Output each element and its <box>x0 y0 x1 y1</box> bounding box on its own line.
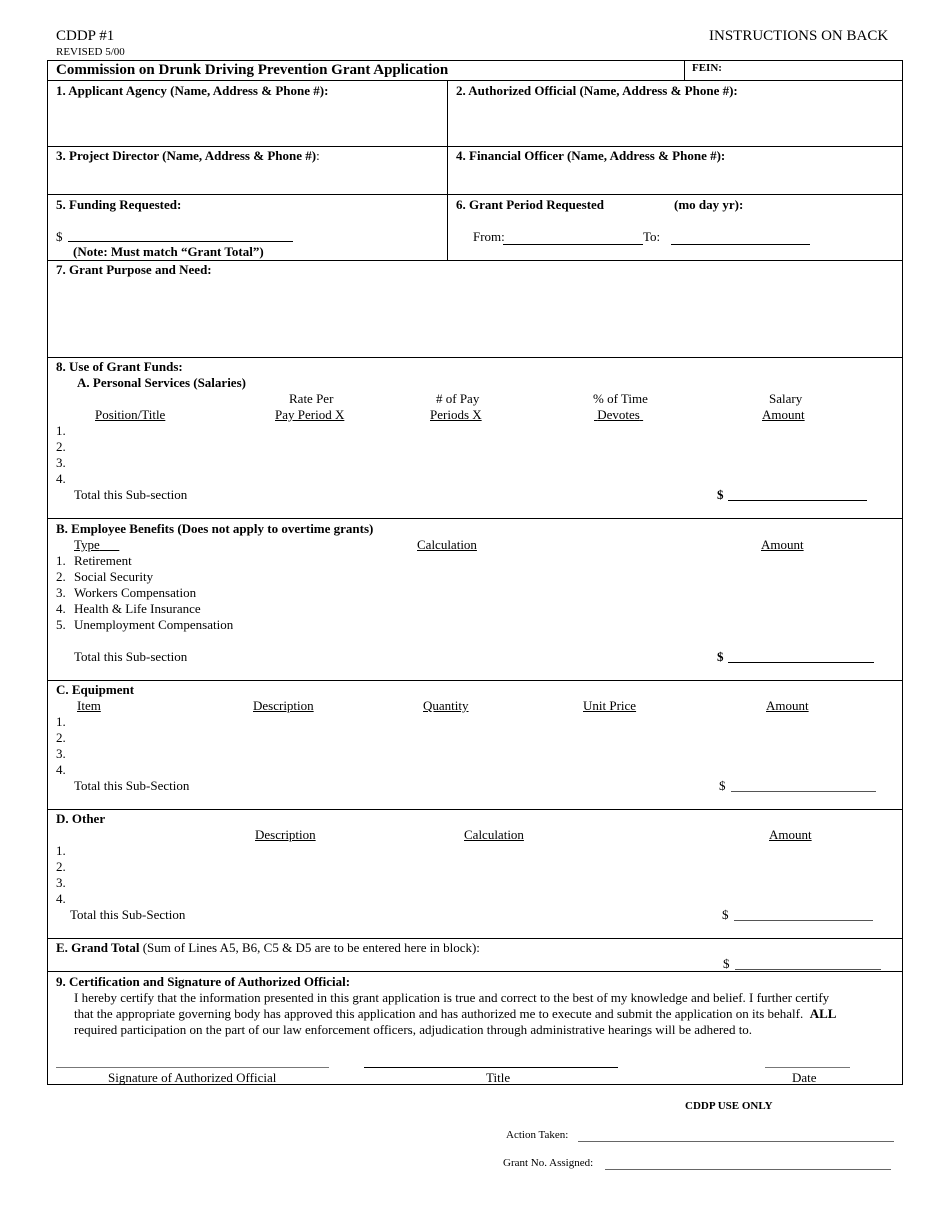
fein-label: FEIN: <box>692 62 722 74</box>
instructions-note: INSTRUCTIONS ON BACK <box>709 28 889 44</box>
applicant-agency-label: 1. Applicant Agency (Name, Address & Phone #): <box>56 83 329 98</box>
b-total-dollar: $ <box>717 649 724 664</box>
col-position-title: Position/Title <box>95 407 166 422</box>
col-description-c: Description <box>253 698 314 713</box>
funding-note: (Note: Must match “Grant Total”) <box>73 244 264 259</box>
d-row-1: 1. <box>56 843 66 858</box>
d-row-3: 3. <box>56 875 66 890</box>
funding-amount-field[interactable] <box>68 241 293 242</box>
date-label: Date <box>792 1070 817 1085</box>
action-taken-label: Action Taken: <box>506 1129 569 1141</box>
financial-officer-label: 4. Financial Officer (Name, Address & Phone #): <box>456 148 726 163</box>
other-label: D. Other <box>56 811 106 826</box>
b-total-field[interactable] <box>728 662 874 663</box>
c-total-dollar: $ <box>719 778 726 793</box>
benefit-item <box>56 569 154 585</box>
grand-total-label <box>56 940 480 956</box>
benefit-num: 3. <box>56 585 66 600</box>
col-unit-price: Unit Price <box>583 698 637 713</box>
project-director-label <box>56 148 320 164</box>
grant-period-label: 6. Grant Period Requested <box>456 197 605 212</box>
col-calculation: Calculation <box>417 537 477 552</box>
project-director-field[interactable] <box>50 165 444 191</box>
authorized-official-field[interactable] <box>450 100 900 144</box>
grant-purpose-label: 7. Grant Purpose and Need: <box>56 262 212 277</box>
title-label: Title <box>486 1070 511 1085</box>
to-date-field[interactable] <box>671 244 810 245</box>
benefit-num: 2. <box>56 569 66 584</box>
applicant-agency-field[interactable] <box>50 100 444 144</box>
b-total-label: Total this Sub-section <box>74 649 188 664</box>
a-row-2: 2. <box>56 439 66 454</box>
col-rate-line1: Rate Per <box>289 391 334 406</box>
certification-label: 9. Certification and Signature of Authorized Official: <box>56 974 351 989</box>
office-use-heading: CDDP USE ONLY <box>685 1100 773 1112</box>
c-total-label: Total this Sub-Section <box>74 778 190 793</box>
col-periods-line2: Periods X <box>430 407 482 422</box>
col-type-text: Type <box>74 537 100 552</box>
grand-total-field[interactable] <box>735 969 881 970</box>
form-border <box>47 60 903 1085</box>
col-item: Item <box>77 698 101 713</box>
col-salary-line1: Salary <box>769 391 803 406</box>
action-taken-field[interactable] <box>578 1141 894 1142</box>
equipment-label: C. Equipment <box>56 682 135 697</box>
from-label: From: <box>473 229 505 244</box>
funding-dollar-sign: $ <box>56 229 63 244</box>
certification-line-3: required participation on the part of our law enforcement officers, adjudication through administrative hearings will be adhered to. <box>74 1022 753 1037</box>
c-total-field[interactable] <box>731 791 876 792</box>
revised-date: REVISED 5/00 <box>56 46 125 58</box>
col-salary-line2: Amount <box>762 407 805 422</box>
grand-total-title: E. Grand Total <box>56 940 140 955</box>
a-total-dollar: $ <box>717 487 724 502</box>
c-row-1: 1. <box>56 714 66 729</box>
to-label: To: <box>643 229 661 244</box>
benefit-item <box>56 585 197 601</box>
col-periods-line1: # of Pay <box>436 391 480 406</box>
benefit-item <box>56 617 234 633</box>
benefit-item <box>56 601 201 617</box>
benefit-item <box>56 553 132 569</box>
col-rate-line2: Pay Period X <box>275 407 345 422</box>
col-time-text: Devotes <box>597 407 640 422</box>
benefit-text: Workers Compensation <box>74 585 197 600</box>
grant-no-field[interactable] <box>605 1169 891 1170</box>
col-amount-d: Amount <box>769 827 812 842</box>
d-row-4: 4. <box>56 891 66 906</box>
use-of-funds-label: 8. Use of Grant Funds: <box>56 359 183 374</box>
col-amount-c: Amount <box>766 698 809 713</box>
benefit-num: 4. <box>56 601 66 616</box>
date-field[interactable] <box>765 1067 850 1068</box>
benefit-num: 1. <box>56 553 66 568</box>
a-row-1: 1. <box>56 423 66 438</box>
certification-line-1: I hereby certify that the information presented in this grant application is true and correct to the best of my knowledge and belief. I further certify <box>74 990 830 1005</box>
col-amount-b: Amount <box>761 537 804 552</box>
benefit-text: Unemployment Compensation <box>74 617 234 632</box>
benefit-text: Retirement <box>74 553 132 568</box>
grand-total-desc: (Sum of Lines A5, B6, C5 & D5 are to be entered here in block): <box>139 940 480 955</box>
project-director-text: 3. Project Director (Name, Address & Phone #) <box>56 148 317 163</box>
col-quantity: Quantity <box>423 698 469 713</box>
grant-period-format: (mo day yr): <box>674 197 744 212</box>
d-total-field[interactable] <box>734 920 873 921</box>
col-description-d: Description <box>255 827 316 842</box>
col-type <box>74 537 119 553</box>
project-director-colon: : <box>316 148 320 163</box>
benefit-text: Health & Life Insurance <box>74 601 201 616</box>
certification-line-2 <box>74 1006 836 1022</box>
from-date-field[interactable] <box>503 244 643 245</box>
personal-services-label: A. Personal Services (Salaries) <box>77 375 246 390</box>
d-total-dollar: $ <box>722 907 729 922</box>
benefit-text: Social Security <box>74 569 154 584</box>
signature-label: Signature of Authorized Official <box>108 1070 277 1085</box>
d-total-label: Total this Sub-Section <box>70 907 186 922</box>
funding-requested-label: 5. Funding Requested: <box>56 197 182 212</box>
signature-field[interactable] <box>56 1067 329 1068</box>
a-total-label: Total this Sub-section <box>74 487 188 502</box>
col-time-line2 <box>594 407 643 423</box>
a-row-3: 3. <box>56 455 66 470</box>
employee-benefits-label: B. Employee Benefits (Does not apply to overtime grants) <box>56 521 374 536</box>
grand-total-dollar: $ <box>723 956 730 971</box>
d-row-2: 2. <box>56 859 66 874</box>
benefit-num: 5. <box>56 617 66 632</box>
financial-officer-field[interactable] <box>450 165 900 191</box>
grant-purpose-field[interactable] <box>50 280 900 354</box>
col-time-line1: % of Time <box>593 391 648 406</box>
form-title: Commission on Drunk Driving Prevention Grant Application <box>56 62 449 78</box>
grant-no-label: Grant No. Assigned: <box>503 1157 594 1169</box>
a-total-field[interactable] <box>728 500 867 501</box>
col-calculation-d: Calculation <box>464 827 524 842</box>
authorized-official-label: 2. Authorized Official (Name, Address & Phone #): <box>456 83 738 98</box>
a-row-4: 4. <box>56 471 66 486</box>
c-row-4: 4. <box>56 762 66 777</box>
c-row-3: 3. <box>56 746 66 761</box>
c-row-2: 2. <box>56 730 66 745</box>
certification-all: ALL <box>809 1006 837 1021</box>
title-field[interactable] <box>364 1067 618 1068</box>
certification-line-2-text: that the appropriate governing body has approved this application and has authorized me to execute and submit the application on its behalf. <box>74 1006 804 1021</box>
form-id: CDDP #1 <box>56 28 115 44</box>
